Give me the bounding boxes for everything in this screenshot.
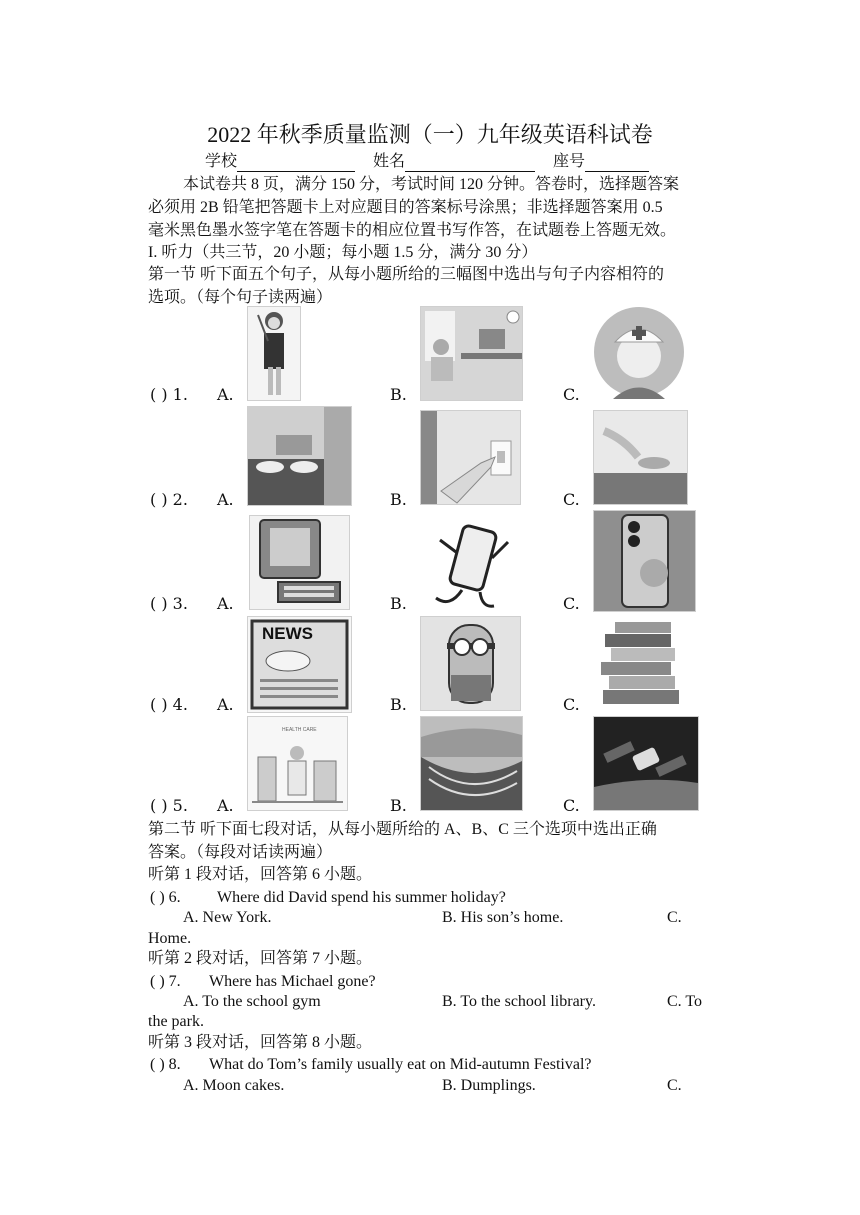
question-number: ( ) 1. (150, 385, 188, 404)
health-care-picture[interactable] (247, 716, 348, 811)
page-title: 2022 年秋季质量监测（一）九年级英语科试卷 (207, 122, 653, 147)
teacher-picture[interactable] (247, 306, 301, 401)
space-station-picture[interactable] (593, 716, 699, 811)
terraces-picture[interactable] (420, 716, 523, 811)
question-text: Where has Michael gone? (209, 973, 376, 990)
question-number: ( ) 5. (150, 796, 188, 815)
intro-line: 本试卷共 8 页，满分 150 分，考试时间 120 分钟。答卷时，选择题答案 (183, 176, 680, 193)
option-c[interactable]: C. (667, 1077, 682, 1094)
dialogue-intro: 听第 3 段对话，回答第 8 小题。 (148, 1034, 373, 1051)
option-b-label: B. (390, 796, 407, 815)
seat-blank[interactable] (585, 155, 649, 172)
option-a[interactable]: A. Moon cakes. (183, 1077, 285, 1094)
option-c[interactable]: C. (667, 909, 682, 926)
dialogue-intro: 听第 1 段对话，回答第 6 小题。 (148, 866, 373, 883)
option-c-label: C. (563, 490, 580, 509)
section-heading: I. 听力（共三节，20 小题；每小题 1.5 分，满分 30 分） (148, 244, 538, 261)
dialogue-intro: 听第 2 段对话，回答第 7 小题。 (148, 950, 373, 967)
question-text: Where did David spend his summer holiday? (217, 889, 506, 906)
smartphone-picture[interactable] (593, 510, 696, 612)
question-text: What do Tom’s family usually eat on Mid-autumn Festival? (209, 1056, 592, 1073)
question-number: ( ) 6. (150, 889, 181, 906)
option-c-continued: the park. (148, 1013, 204, 1030)
newspaper-picture[interactable] (247, 616, 352, 713)
name-label: 姓名 (373, 153, 406, 170)
health-care-caption: HEALTH CARE (282, 727, 317, 733)
part2-instruction: 第二节 听下面七段对话，从每小题所给的 A、B、C 三个选项中选出正确 (148, 821, 657, 838)
seat-label: 座号 (553, 153, 586, 170)
minion-picture[interactable] (420, 616, 521, 711)
option-b-label: B. (390, 695, 407, 714)
option-a-label: A. (217, 490, 234, 509)
option-b[interactable]: B. Dumplings. (442, 1077, 536, 1094)
option-b-label: B. (390, 594, 407, 613)
option-c-continued: Home. (148, 930, 192, 947)
info-fields (205, 151, 649, 172)
phone-character-picture[interactable] (420, 512, 518, 610)
question-number: ( ) 8. (150, 1056, 181, 1073)
question-number: ( ) 4. (150, 695, 188, 714)
salt-picture[interactable] (593, 410, 688, 505)
option-a-label: A. (217, 594, 234, 613)
question-number: ( ) 7. (150, 973, 181, 990)
cooking-picture[interactable] (247, 406, 352, 506)
books-picture[interactable] (593, 620, 686, 709)
light-switch-picture[interactable] (420, 410, 521, 505)
intro-line: 毫米黑色墨水签字笔在答题卡的相应位置书写作答，在试题卷上答题无效。 (148, 222, 677, 239)
school-blank[interactable] (237, 155, 355, 172)
school-label: 学校 (205, 153, 238, 170)
option-a-label: A. (217, 695, 234, 714)
option-c-label: C. (563, 695, 580, 714)
option-a[interactable]: A. New York. (183, 909, 272, 926)
option-a[interactable]: A. To the school gym (183, 993, 321, 1010)
question-number: ( ) 3. (150, 594, 188, 613)
option-b[interactable]: B. To the school library. (442, 993, 596, 1010)
part1-instruction: 选项。（每个句子读两遍） (148, 289, 333, 306)
option-a-label: A. (217, 385, 234, 404)
nurse-picture[interactable] (593, 306, 686, 399)
option-b-label: B. (390, 385, 407, 404)
option-c-label: C. (563, 796, 580, 815)
computer-picture[interactable] (249, 515, 350, 610)
option-b[interactable]: B. His son’s home. (442, 909, 564, 926)
intro-line: 必须用 2B 铅笔把答题卡上对应题目的答案标号涂黑；非选择题答案用 0.5 (148, 199, 663, 216)
question-number: ( ) 2. (150, 490, 188, 509)
part1-instruction: 第一节 听下面五个句子，从每小题所给的三幅图中选出与句子内容相符的 (148, 266, 665, 283)
option-b-label: B. (390, 490, 407, 509)
option-a-label: A. (217, 796, 234, 815)
option-c-label: C. (563, 594, 580, 613)
name-blank[interactable] (405, 155, 535, 172)
option-c[interactable]: C. To (667, 993, 703, 1010)
option-c-label: C. (563, 385, 580, 404)
office-worker-picture[interactable] (420, 306, 523, 401)
part2-instruction: 答案。（每段对话读两遍） (148, 844, 333, 861)
news-heading: NEWS (262, 624, 313, 643)
